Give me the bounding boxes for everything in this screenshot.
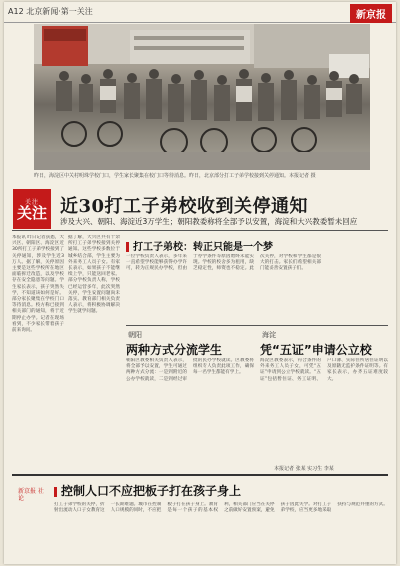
editorial-heading [54,482,241,499]
section-2-heading: 两种方式分流学生 [126,343,223,357]
section-tag [13,189,51,229]
page-label: A12 北京新闻·第一关注 [8,7,93,16]
page-header [4,2,396,23]
section-heading-1-text: 打工子弟校：转正只能是一个梦 [133,242,273,253]
section-heading-1 [126,238,273,253]
newspaper-logo: 新京报 [350,4,392,23]
news-photo [34,24,370,170]
editorial-body: 打工子弟学校的关停，折射出流动人口子女教育这一长期难题。城市在控制人口规模的同时，不应把板子打在孩子身上。教育是每一个孩子的基本权利，相关部门应当在关停之前做好安置预案，避免孩子因此失学。对打工子弟学校，应当更多地采取扶持与规范并重的方式。 [54,502,388,514]
editorial-heading-text: 控制人口不应把板子打在孩子身上 [61,484,242,498]
section-3-heading: 凭“五证”申请公立校 [260,343,372,357]
section-2-kicker: 朝阳 [128,331,142,339]
divider [126,325,388,326]
section-1-body: 一位学校负责人表示，多年来一直希望学校能够获得办学许可，转为正规民办学校，但由于办学条件等原因始终未能实现。学校的校舍多为租用，缺乏稳定性，师资也不稳定。此次关停，对学校和学生都是很大的打击。家长们希望相关部门能妥善安置孩子们。 [126,254,321,272]
heading-bar-icon [54,487,57,497]
section-3-body: 海淀区教委表示，符合条件的外来务工人员子女，可凭“五证”申请到公立学校就读。“五证”包括暂住证、务工证明、户口簿、实际住所居住证明以及原籍无监护条件证明等。有家长表示，办齐五证难度较大。 [260,358,388,382]
section-tag-small: 关注 [24,199,39,206]
newspaper-page [4,2,396,564]
byline: 本报记者 张某 实习生 李某 [274,466,334,472]
divider [12,230,388,231]
photo-caption: 昨日，海淀区中关村明珠学校门口，学生家长聚集在校门口等待消息。昨日，北京部分打工子弟学校接到关停通知。本报记者 摄 [34,173,316,179]
headline: 近30打工子弟校收到关停通知 [60,196,309,217]
article-column-2: 据了解，大兴区共有十余所打工子弟学校接到关停通知。这些学校多数位于城乡结合部，学生主要为外来务工人员子女。有家长表示，如果孩子不能继续上学，只能送回老家。部分学校负责人称，学校已经运营多年，此次突然关停，学生安置问题尚未落实。教育部门相关负责人表示，将积极协调解决学生就学问题。 [68,235,120,315]
section-3-kicker: 海淀 [262,331,276,339]
section-2-body: 朝阳区教委相关负责人表示，将全部予以安置，学生可通过两种方式分流：一是到附近的公办学校就读，二是到经过审批的民办学校就读。区教委将组织专人负责此项工作，确保每一名学生都能有学上。 [126,358,254,382]
section-tag-big: 关注 [16,204,47,222]
subheadline: 涉及大兴、朝阳、海淀近3万学生；朝阳教委称将全部予以安置，海淀和大兴教委暂未回应 [60,217,358,226]
article-column-1: 本报讯 昨日记者获悉，大兴区、朝阳区、海淀区近30所打工子弟学校接到了关停通知，涉及学生近3万人。据了解，关停原因主要是这些学校所在地区面临拆迁改造，以及学校存在安全隐患等问题。学生家长表示，孩子突然失学，不知道该如何是好。部分家长聚集在学校门口等待消息。校方称已接到相关部门的通知，将于近期停止办学。记者在现场看到，不少家长带着孩子前来询问。 [12,235,64,334]
crowd-photo-illustration [34,24,370,170]
editorial-tag: 新京报 社论 [18,488,44,502]
heading-bar-icon [126,242,129,252]
divider [12,474,388,476]
